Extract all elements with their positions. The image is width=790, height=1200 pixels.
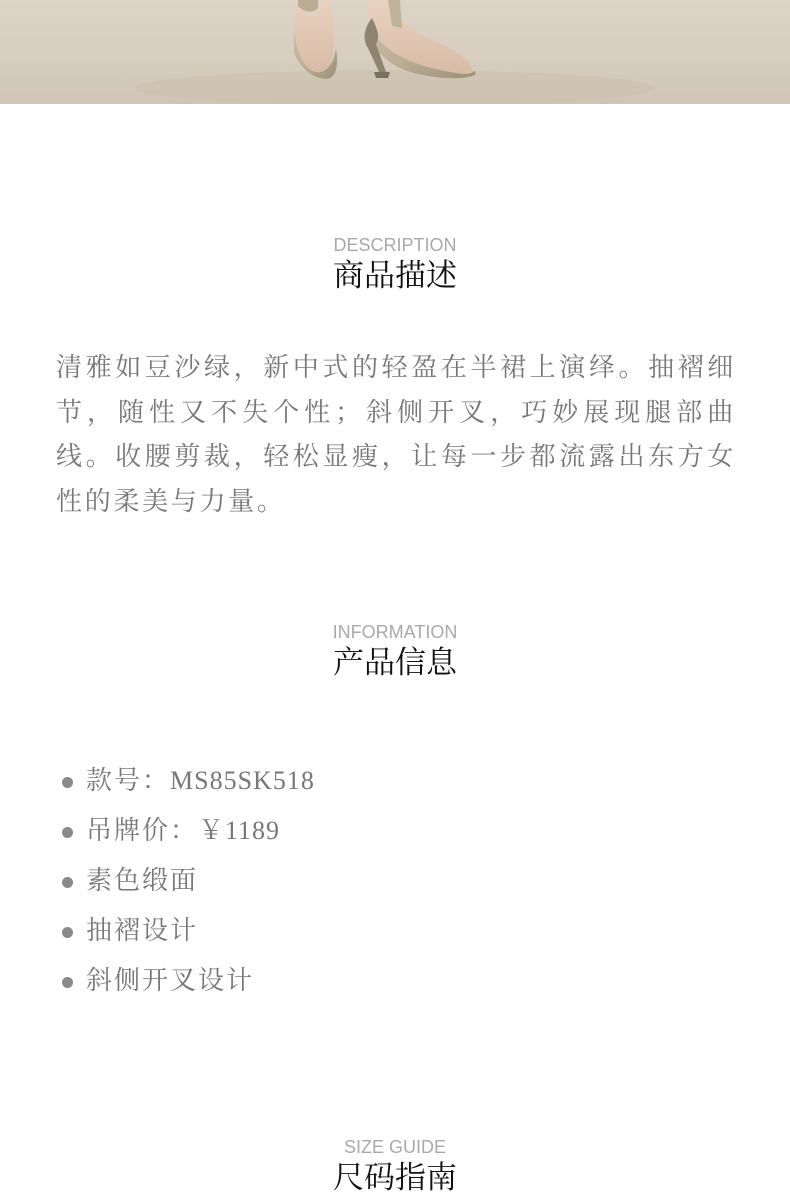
shoes-illustration: [0, 0, 790, 104]
size-guide-eyebrow: SIZE GUIDE: [343, 1137, 446, 1157]
bullet-icon: [62, 927, 73, 938]
description-header: [0, 234, 790, 296]
info-label: 吊牌价：: [86, 816, 199, 846]
description-title: 商品描述: [333, 258, 457, 294]
bullet-icon: [62, 877, 73, 888]
info-label: 款号：: [86, 766, 171, 796]
hero-product-image: [0, 0, 790, 104]
information-list: [58, 760, 315, 1010]
info-value: ￥1189: [198, 816, 281, 845]
size-guide-title: 尺码指南: [333, 1160, 457, 1196]
info-item-fabric: [58, 860, 315, 910]
info-label: 抽褶设计: [86, 916, 199, 946]
info-item-tag-price: [58, 810, 315, 860]
information-title: 产品信息: [333, 645, 457, 681]
bullet-icon: [62, 827, 73, 838]
info-item-pleat: [58, 910, 315, 960]
info-value: MS85SK518: [170, 766, 315, 795]
bullet-icon: [62, 777, 73, 788]
information-header: [0, 621, 790, 683]
description-body: 清雅如豆沙绿，新中式的轻盈在半裙上演绎。抽褶细节，随性又不失个性；斜侧开叉，巧妙展现腿部曲线。收腰剪裁，轻松显瘦，让每一步都流露出东方女性的柔美与力量。: [56, 353, 736, 517]
info-label: 素色缎面: [86, 866, 199, 896]
info-label: 斜侧开叉设计: [86, 966, 255, 996]
description-eyebrow: DESCRIPTION: [333, 235, 457, 255]
size-guide-header: [0, 1136, 790, 1198]
information-eyebrow: INFORMATION: [332, 622, 458, 642]
info-item-slit: [58, 960, 315, 1010]
info-item-style-number: [58, 760, 315, 810]
bullet-icon: [62, 977, 73, 988]
